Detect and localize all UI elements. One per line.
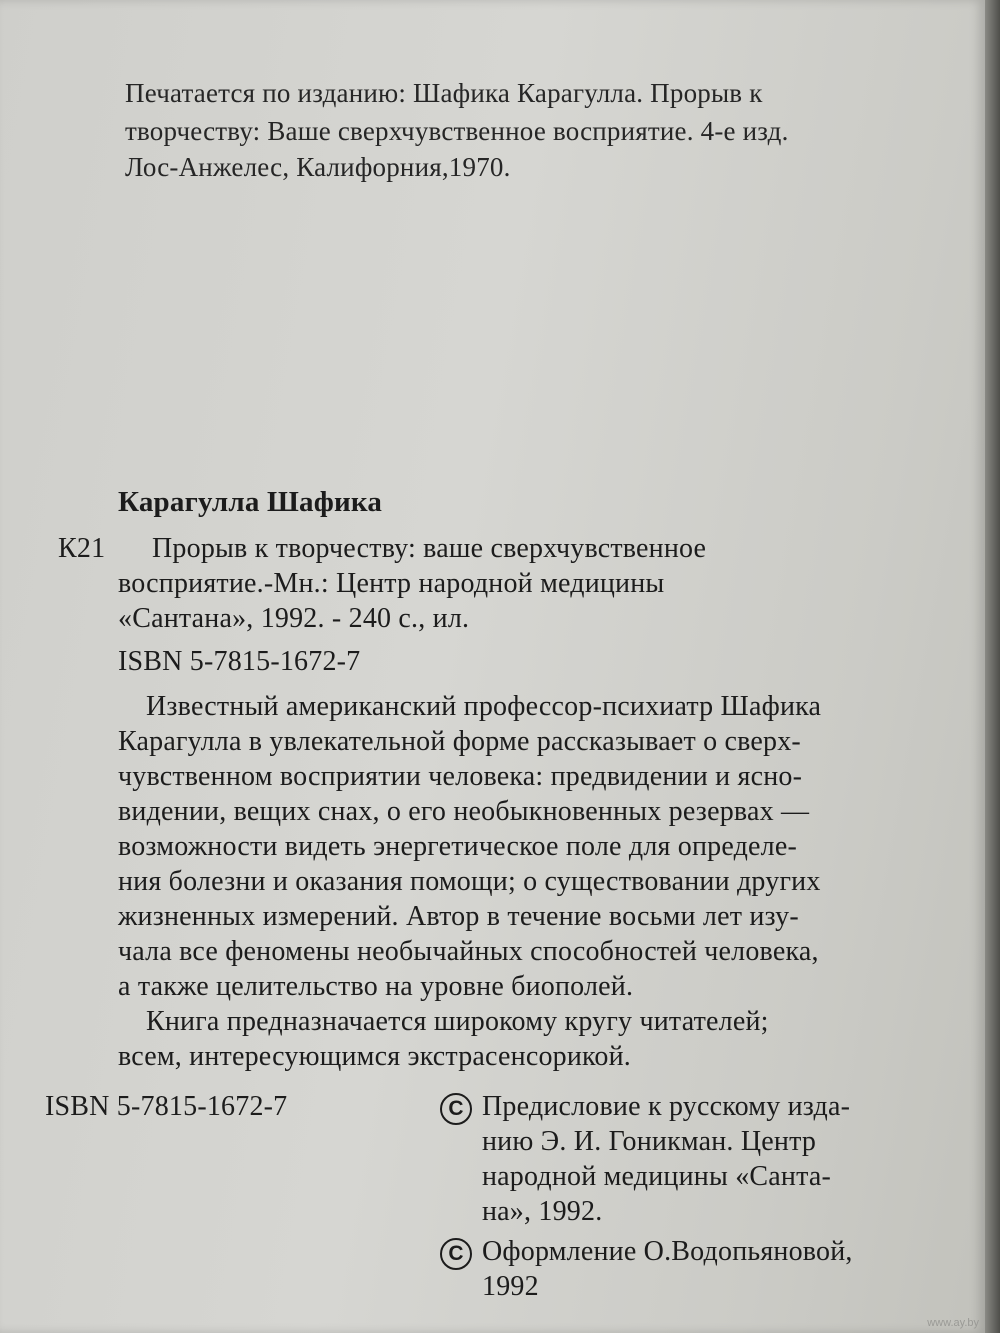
catalog-author: Карагулла Шафика [118,486,383,518]
source-note-line-3: Лос-Анжелес, Калифорния,1970. [125,152,511,182]
catalog-entry-line-3: «Сантана», 1992. - 240 с., ил. [118,603,470,634]
watermark-text: www.ay.by [927,1317,979,1329]
copyright-2-line-1: Оформление О.Водопьяновой, [482,1236,853,1267]
catalog-code: К21 [58,533,106,564]
footer-isbn: ISBN 5-7815-1672-7 [45,1091,288,1122]
annotation-line-9: а также целительство на уровне биополей. [118,971,634,1002]
source-note-line-1: Печатается по изданию: Шафика Карагулла. Прорыв к [125,78,763,108]
copyright-1-line-2: нию Э. И. Гоникман. Центр [482,1126,817,1157]
catalog-entry-line-2: восприятие.-Мн.: Центр народной медицины [118,568,665,599]
annotation-line-10: Книга предназначается широкому кругу читателей; [146,1006,769,1037]
copyright-symbol-1: C [440,1093,472,1125]
catalog-isbn: ISBN 5-7815-1672-7 [118,646,361,677]
copyright-1-line-3: народной медицины «Санта- [482,1161,832,1192]
annotation-line-4: видении, вещих снах, о его необыкновенных резервах — [118,796,810,827]
copyright-symbol-2: C [440,1238,472,1270]
annotation-line-5: возможности видеть энергетическое поле для определе- [118,831,798,862]
annotation-line-6: ния болезни и оказания помощи; о существовании других [118,866,821,897]
catalog-entry-line-1: Прорыв к творчеству: ваше сверхчувственное [152,533,707,564]
annotation-line-11: всем, интересующимся экстрасенсорикой. [118,1041,631,1072]
page-edge-shadow [985,0,1000,1333]
copyright-1-line-4: на», 1992. [482,1196,603,1227]
annotation-line-3: чувственном восприятии человека: предвидении и ясно- [118,761,803,792]
annotation-line-7: жизненных измерений. Автор в течение восьми лет изу- [118,901,799,932]
copyright-2-line-2: 1992 [482,1271,539,1302]
copyright-1-line-1: Предисловие к русскому изда- [482,1091,851,1122]
annotation-line-8: чала все феномены необычайных способностей человека, [118,936,819,967]
annotation-line-2: Карагулла в увлекательной форме рассказывает о сверх- [118,726,801,757]
annotation-line-1: Известный американский профессор-психиатр Шафика [146,691,822,722]
source-note-line-2: творчеству: Ваше сверхчувственное восприятие. 4-е изд. [125,116,789,146]
